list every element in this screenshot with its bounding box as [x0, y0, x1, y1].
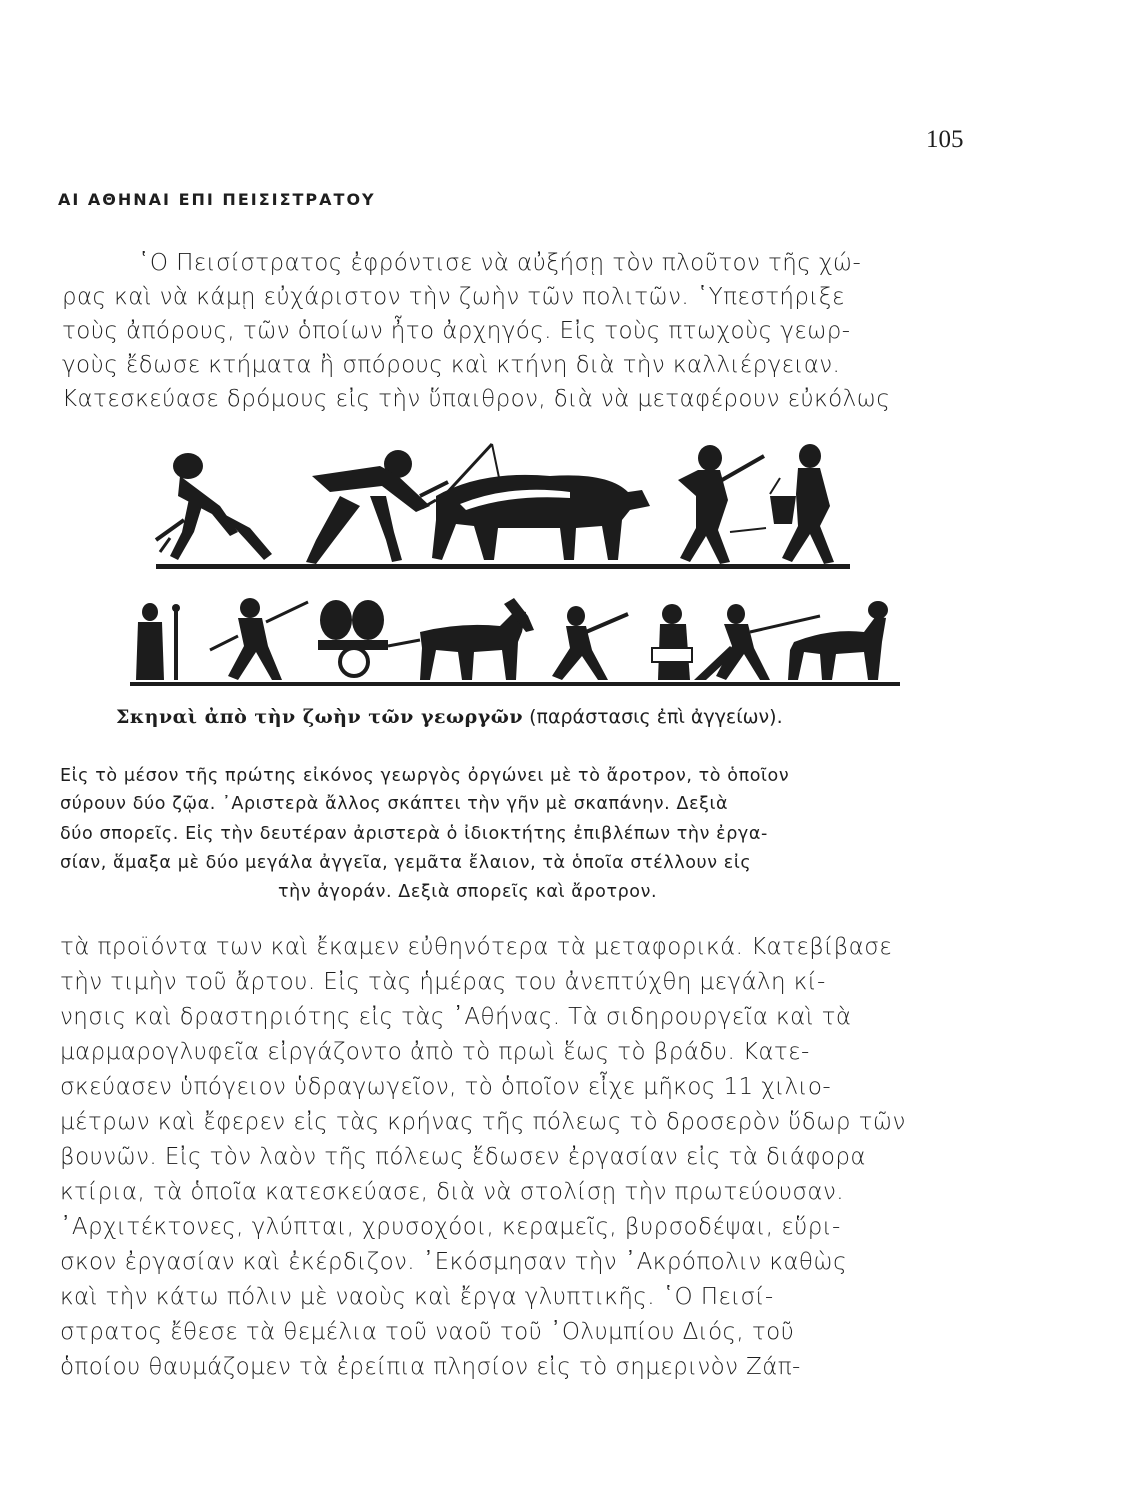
- sower-with-basket-figure: [770, 444, 834, 564]
- digger-figure: [156, 453, 272, 560]
- text-line: γοὺς ἔδωσε κτήματα ἢ σπόρους καὶ κτήνη διὰ τὴν καλλιέργειαν.: [62, 352, 841, 378]
- cart-horses: [420, 598, 534, 680]
- hoe-worker-figure: [210, 598, 308, 680]
- plough-and-ox-bottom: [694, 601, 888, 680]
- caption-line: τὴν ἀγοράν. Δεξιὰ σπορεῖς καὶ ἄροτρον.: [278, 882, 658, 902]
- text-line: σκεύασεν ὑπόγειον ὑδραγωγεῖον, τὸ ὁποῖον εἶχε μῆκος 11 χιλιο-: [60, 1074, 832, 1100]
- caption-line: σίαν, ἅμαξα μὲ δύο μεγάλα ἀγγεῖα, γεμᾶτα ἔλαιον, τὰ ὁποῖα στέλλουν εἰς: [60, 853, 752, 873]
- cart-with-jars: [318, 600, 420, 676]
- text-line: νησις καὶ δραστηριότης εἰς τὰς ᾿Αθήνας. Τὰ σιδηρουργεῖα καὶ τὰ: [60, 1004, 852, 1030]
- caption-line: Εἰς τὸ μέσον τῆς πρώτης εἰκόνος γεωργὸς ὀργώνει μὲ τὸ ἄροτρον, τὸ ὁποῖον: [60, 766, 790, 786]
- running-head: ΑΙ ΑΘΗΝΑΙ ΕΠΙ ΠΕΙΣΙΣΤΡΑΤΟΥ: [58, 190, 376, 209]
- plough-and-oxen: [422, 444, 650, 560]
- vase-painting-figure: [130, 436, 902, 692]
- text-line: τὰ προϊόντα των καὶ ἔκαμεν εὐθηνότερα τὰ μεταφορικά. Κατεβίβασε: [60, 934, 893, 960]
- text-line: ὁποίου θαυμάζομεν τὰ ἐρείπια πλησίον εἰς τὸ σημερινὸν Ζάπ-: [60, 1354, 801, 1380]
- figure-caption-title: [116, 706, 783, 728]
- sower-figure: [678, 445, 766, 564]
- text-line: βουνῶν. Εἰς τὸν λαὸν τῆς πόλεως ἔδωσεν ἐργασίαν εἰς τὰ διάφορα: [60, 1144, 866, 1170]
- text-line: στρατος ἔθεσε τὰ θεμέλια τοῦ ναοῦ τοῦ ᾿Ολυμπίου Διός, τοῦ: [60, 1319, 795, 1345]
- walking-man-figure: [552, 606, 628, 680]
- caption-title-bold: Σκηναὶ ἀπὸ τὴν ζωὴν τῶν γεωργῶν: [116, 706, 524, 728]
- frieze-ground-line-bottom: [130, 682, 900, 686]
- text-line: σκον ἐργασίαν καὶ ἐκέρδιζον. ᾿Εκόσμησαν τὴν ᾿Ακρόπολιν καθὼς: [60, 1249, 847, 1275]
- text-line: ᾿Αρχιτέκτονες, γλύπται, χρυσοχόοι, κεραμεῖς, βυρσοδέψαι, εὕρι-: [60, 1214, 841, 1240]
- page-number: 105: [926, 126, 964, 153]
- frieze-ground-line-top: [156, 564, 850, 569]
- caption-line: δύο σπορεῖς. Εἰς τὴν δευτέραν ἀριστερὰ ὁ ἰδιοκτήτης ἐπιβλέπων τὴν ἐργα-: [60, 824, 768, 844]
- caption-title-rest: (παράστασις ἐπὶ ἀγγείων).: [523, 706, 783, 728]
- text-line: Κατεσκεύασε δρόμους εἰς τὴν ὕπαιθρον, διὰ νὰ μεταφέρουν εὐκόλως: [62, 386, 891, 412]
- text-line: μαρμαρογλυφεῖα εἰργάζοντο ἀπὸ τὸ πρωὶ ἕως τὸ βράδυ. Κατε-: [60, 1039, 810, 1065]
- text-line: μέτρων καὶ ἔφερεν εἰς τὰς κρήνας τῆς πόλεως τὸ δροσερὸν ὕδωρ τῶν: [60, 1109, 906, 1135]
- text-line: τοὺς ἀπόρους, τῶν ὁποίων ἦτο ἀρχηγός. Εἰς τοὺς πτωχοὺς γεωρ-: [62, 318, 851, 344]
- text-line: ῾Ο Πεισίστρατος ἐφρόντισε νὰ αὐξήσῃ τὸν πλοῦτον τῆς χώ-: [138, 250, 862, 276]
- text-line: ρας καὶ νὰ κάμῃ εὐχάριστον τὴν ζωὴν τῶν πολιτῶν. ῾Υπεστήριξε: [62, 284, 845, 310]
- text-line: κτίρια, τὰ ὁποῖα κατεσκεύασε, διὰ νὰ στολίσῃ τὴν πρωτεύουσαν.: [60, 1179, 844, 1205]
- text-line: τὴν τιμὴν τοῦ ἄρτου. Εἰς τὰς ἡμέρας του ἀνεπτύχθη μεγάλη κί-: [60, 969, 826, 995]
- caption-line: σύρουν δύο ζῷα. ᾿Αριστερὰ ἄλλος σκάπτει τὴν γῆν μὲ σκαπάνην. Δεξιὰ: [60, 794, 729, 814]
- seated-figure: [652, 604, 692, 680]
- owner-overseer-figure: [136, 603, 180, 680]
- text-line: καὶ τὴν κάτω πόλιν μὲ ναοὺς καὶ ἔργα γλυπτικῆς. ῾Ο Πεισί-: [60, 1284, 774, 1310]
